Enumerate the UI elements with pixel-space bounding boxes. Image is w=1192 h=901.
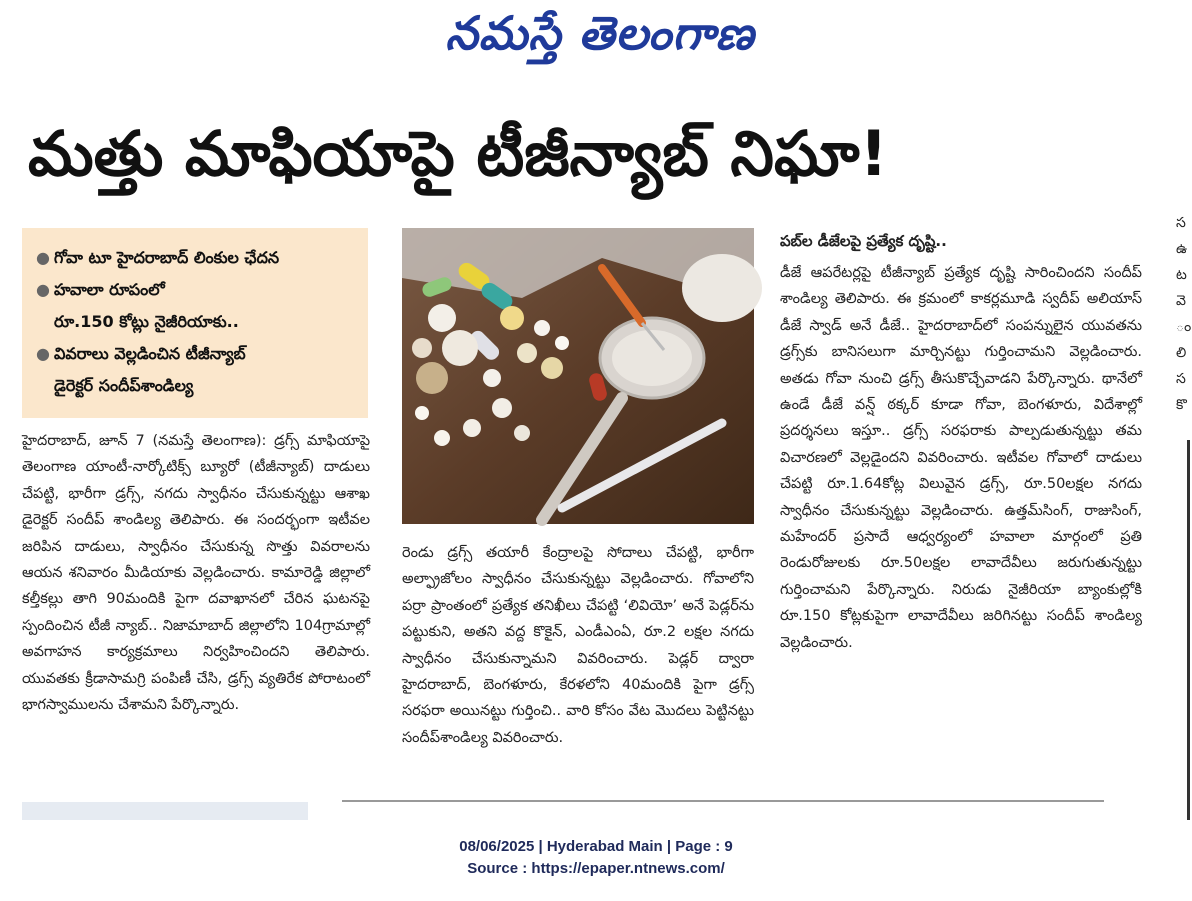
highlight-item: ● గోవా టూ హైదరాబాద్ లింకుల ఛేదన <box>36 242 360 274</box>
page-footer <box>0 836 1192 880</box>
drugs-illustration <box>402 228 754 524</box>
highlight-item-continued: డైరెక్టర్ సందీప్‌శాండిల్య <box>54 376 194 395</box>
article-end-rule <box>342 800 1104 802</box>
highlight-item: ● హవాలా రూపంలో <box>36 274 360 306</box>
bullet-icon: ● <box>36 280 50 299</box>
footer-source-link[interactable]: Source : https://epaper.ntnews.com/ <box>467 860 725 877</box>
article-column-1: హైదరాబాద్, జూన్ 7 (నమస్తే తెలంగాణ): డ్రగ్స్ మాఫియాపై తెలంగాణ యాంటీ-నార్కోటిక్స్ బ్యూరో (టీజీన్యాబ్) దాడులు చేపట్టి, భారీగా డ్రగ్స్, నగదు స్వాధీనం చేసుకున్నట్టు ఆశాఖ డైరెక్టర్ సందీప్ శాండిల్య తెలిపారు. ఈ సందర్భంగా ఇటీవల జరిపిన దాడులు, స్వాధీనం చేసుకున్న సొత్తు వివరాలను ఆయన శనివారం మీడియాకు వెల్లడించారు. కామారెడ్డి జిల్లాలో కల్తీకల్లు తాగి 90మందికి పైగా దవాఖానలో చేరిన ఘటనపై స్పందించిన టీజీ న్యాబ్.. నిజామాబాద్ జిల్లాలోని 104గ్రామాల్లో అవగాహన కార్యక్రమాలు నిర్వహించిందని తెలిపారు. యువతకు క్రీడాసామగ్రి పంపిణీ చేసి, డ్రగ్స్ వ్యతిరేక పోరాటంలో భాగస్వాములను చేశామని పేర్కొన్నారు. <box>22 433 370 714</box>
highlights-box <box>22 228 368 418</box>
section-subheading: పబ్‌ల డీజేలపై ప్రత్యేక దృష్టి.. <box>780 232 947 250</box>
article-column-3-body: డీజే ఆపరేటర్లపై టీజీన్యాబ్ ప్రత్యేక దృష్టి సారించిందని సందీప్ శాండిల్య తెలిపారు. ఈ క్రమంలో కాకర్లమూడి స్వదీప్ అలియాస్ డీజే స్వాడ్ అనే డీజే.. హైదరాబాద్‌లో సంపన్నులైన యువతను డ్రగ్స్‌కు బానిసలుగా మార్చినట్టు గుర్తించామని వెల్లడించారు. అతడు గోవా నుంచి డ్రగ్స్ తీసుకొచ్చేవాడని పేర్కొన్నారు. థానేలో ఉండే డీజే వన్ష్ ఠక్కర్ కూడా గోవా, బెంగళూరు, విదేశాల్లో ప్రదర్శనలు ఇస్తూ.. డ్రగ్స్ సరఫరాకు పాల్పడుతున్నట్టు తమ విచారణలో వెల్లడైందని వివరించారు. ఇటీవల గోవాలో దాడులు చేపట్టి రూ.1.64కోట్ల విలువైన డ్రగ్స్, రూ.50లక్షల నగదు స్వాధీనం చేసుకున్నట్టు వెల్లడించారు. ఉత్తమ్‌సింగ్, రాజుసింగ్, మహేందర్ ప్రసాదే ఆధ్వర్యంలో హవాలా మార్గంలో ప్రతి రెండురోజులకు రూ.50లక్షల లావాదేవీలు జరుగుతున్నట్టు గుర్తించామని పేర్కొన్నారు. నిరుడు నైజీరియా బ్యాంకుల్లోకి రూ.150 కోట్లకుపైగా లావాదేవీలు జరిగినట్టు సందీప్ శాండిల్య వెల్లడించారు. <box>780 265 1142 651</box>
drugs-photo <box>402 228 754 524</box>
article-column-3 <box>780 228 1142 788</box>
next-article-box <box>22 802 308 820</box>
bullet-icon: ● <box>36 248 50 267</box>
newspaper-masthead: నమస్తే తెలంగాణ <box>445 6 755 60</box>
adjacent-article-fragment: స ఉ ట వె ం లి స కొ <box>1176 215 1192 413</box>
bullet-icon: ● <box>36 344 50 363</box>
article-headline: మత్తు మాఫియాపై టీజీన్యాబ్ నిఘా! <box>28 117 888 190</box>
footer-date-edition: 08/06/2025 | Hyderabad Main | Page : 9 <box>459 838 733 855</box>
column-divider <box>1187 440 1190 820</box>
highlight-item-continued: రూ.150 కోట్లు నైజీరియాకు.. <box>54 312 239 331</box>
highlight-item: ● వివరాలు వెల్లడించిన టీజీన్యాబ్ <box>36 338 360 370</box>
article-column-2: రెండు డ్రగ్స్ తయారీ కేంద్రాలపై సోదాలు చేపట్టి, భారీగా అల్ఫ్రాజోలం స్వాధీనం చేసుకున్నట్టు వెల్లడించారు. గోవాలోని పర్రా ప్రాంతంలో ప్రత్యేక తనిఖీలు చేపట్టి ‘లివియో’ అనే పెడ్లర్‌ను పట్టుకుని, అతని వద్ద కొకైన్, ఎండీఎంఏ, రూ.2 లక్షల నగదు స్వాధీనం చేసుకున్నామని వివరించారు. పెడ్లర్ ద్వారా హైదరాబాద్, బెంగళూరు, కేరళలోని 40మందికి పైగా డ్రగ్స్ సరఫరా అయినట్టు గుర్తించి.. వారి కోసం వేట మొదలు పెట్టినట్టు సందీప్‌శాండిల్య వివరించారు. <box>402 545 754 746</box>
